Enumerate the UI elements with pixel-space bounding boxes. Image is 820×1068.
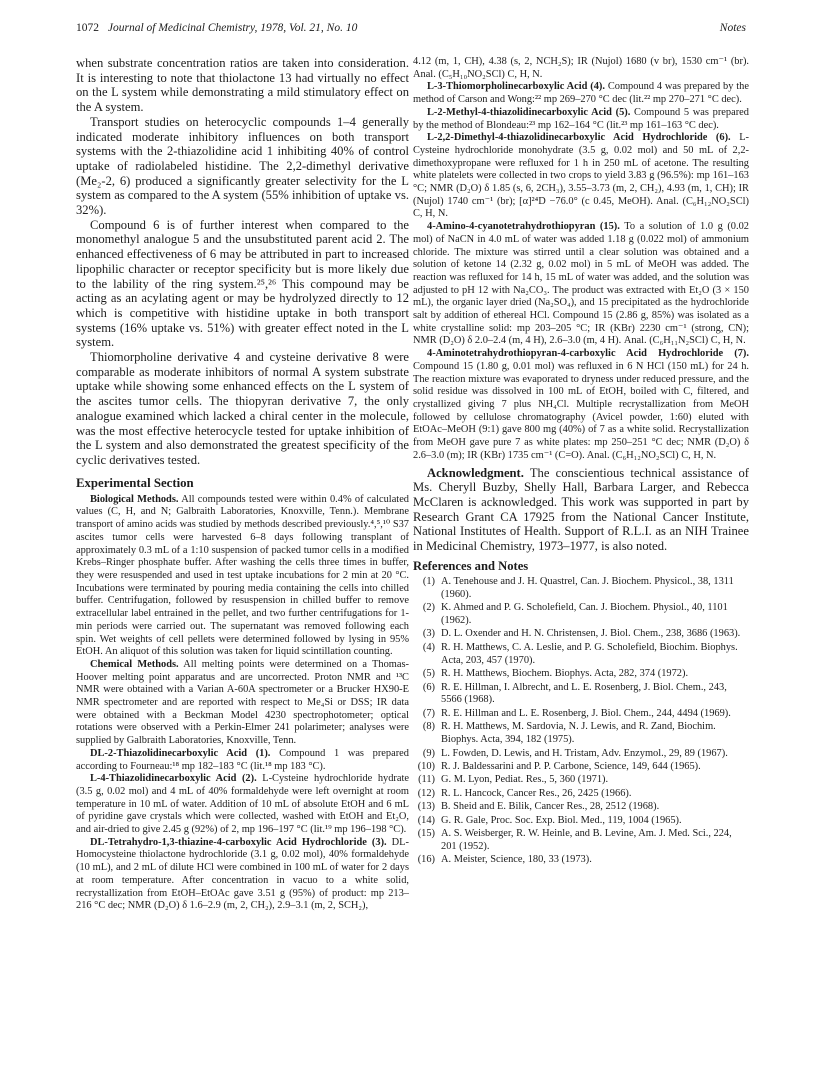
reference-number: (14) (417, 814, 435, 826)
header-left (76, 22, 357, 34)
reference-number: (6) (422, 681, 435, 693)
experimental-heading: Experimental Section (76, 475, 194, 490)
reference-list (413, 576, 749, 867)
run-in-heading: L-2,2-Dimethyl-4-thiazolidinecarboxylic Acid Hydrochloride (6). (427, 132, 731, 144)
paragraph-text: All compounds tested were within 0.4% of calculated values (C, H, and N; Galbraith Laboratories, Knoxville, Tenn.). Membrane transport of amino acids was studied by methods described previously.⁴,⁵,¹⁰ S37 ascites tumor cells were harvested 6–8 days following transplant of approximately 0.3 mL of a 1:10 suspension of packed tumor cells in a modified Krebs–Ringer phosphate buffer. After washing the cells three times in buffer, they were resuspended and used in test uptake incubations for 2 min at 20 °C. Incubations were terminated by pouring media containing the cells into chilled buffer. Centrifugation, followed by resuspension in chilled buffer to remove extracellular label entrained in the pellet, and two further centrifugations for 1-min periods were carried out. The supernatant was removed following each spin. Wet weights of cell pellets were determined followed by lysing in 95% EtOH. An aliquot of this solution was taken for liquid scintillation counting. (76, 493, 409, 658)
reference-text: G. R. Gale, Proc. Soc. Exp. Biol. Med., 119, 1004 (1965). (441, 814, 682, 826)
reference-item (413, 801, 749, 814)
reference-text: A. S. Weisberger, R. W. Heinle, and B. Levine, Am. J. Med. Sci., 224, 201 (1952). (441, 828, 732, 852)
paragraph-text: Compound 4 was prepared by the method of Carson and Wong:²² mp 269–270 °C dec (lit.²² mp 270–271 °C dec). (413, 81, 749, 106)
reference-item (413, 828, 749, 854)
paragraph-text: The conscientious technical assistance of Ms. Cheryll Buzby, Shelly Hall, Barbara Larger, and Rebecca McClaren is acknowledged. This work was supported in part by Research Grant CA 17925 from the National Cancer Institute, National Institutes of Health. Support of R.L.I. as an NIH Trainee in Medicinal Chemistry, 1973–1977, is also noted. (413, 465, 749, 554)
running-header (76, 22, 746, 38)
run-in-heading: 4-Amino-4-cyanotetrahydrothiopyran (15). (427, 221, 620, 233)
compound-3-continued: 4.12 (m, 1, CH), 4.38 (s, 2, NCH₂S); IR (Nujol) 1680 (v br), 1530 cm⁻¹ (br). Anal. (C₅H₁₀NO₂SCl) C, H, N. (413, 56, 749, 80)
reference-text: R. E. Hillman, I. Albrecht, and L. E. Rosenberg, J. Biol. Chem., 243, 5566 (1968). (441, 681, 727, 706)
reference-number: (9) (422, 747, 435, 759)
reference-item (413, 774, 749, 787)
reference-text: R. J. Baldessarini and P. P. Carbone, Science, 149, 644 (1965). (441, 761, 701, 772)
reference-item (413, 815, 749, 828)
compound-6-prep (413, 132, 749, 221)
compound-1-prep (76, 748, 409, 773)
reference-item (413, 628, 749, 641)
reference-item (413, 761, 749, 774)
reference-item (413, 748, 749, 761)
paragraph-text: Compound 1 was prepared according to Fourneau:¹⁸ mp 182–183 °C (lit.¹⁸ mp 183 °C). (76, 747, 409, 772)
body-paragraph: Transport studies on heterocyclic compounds 1–4 generally indicated moderate inhibitory influences on both transport systems with the 2-thiazolidine acid 1 inhibiting 40% of control uptake of radiolabeled histidine. The 2,2-dimethyl derivative (Me₂-2, 6) produced a significantly greater selectivity for the L system as compared to the A system (55% inhibition of uptake vs. 32%). (76, 114, 409, 218)
run-in-heading: Acknowledgment. (427, 465, 524, 480)
compound-5-prep (413, 107, 749, 132)
paragraph-text: DL-Homocysteine thiolactone hydrochloride (3.1 g, 0.02 mol), 40% formaldehyde (10 mL), and 2 mL of dilute HCl were combined in 100 mL of water for 2 days at room temperature. After concentration in vacuo to a white solid, recrystallization from EtOH–EtOAc gave 3.51 g (95%) of product: mp 213–216 °C dec; NMR (D₂O) δ 1.6–2.9 (m, 2, CH₂), 2.9–3.1 (m, 2, SCH₂), (76, 836, 409, 912)
page-number: 1072 (76, 22, 99, 34)
reference-text: R. H. Matthews, Biochem. Biophys. Acta, 282, 374 (1972). (441, 668, 689, 680)
run-in-heading: L-4-Thiazolidinecarboxylic Acid (2). (90, 773, 257, 785)
reference-number: (5) (422, 668, 435, 680)
run-in-heading: 4-Aminotetrahydrothiopyran-4-carboxylic Acid Hydrochloride (7). (427, 348, 749, 360)
body-paragraph: Compound 6 is of further interest when compared to the monomethyl analogue 5 and the unsubstituted parent acid 2. The enhanced effectiveness of 6 may be attributed in part to increased lipophilic character or receptor specificity but is more likely due to the lability of the ring system.²⁵,²⁶ This compound may be acting as an acylating agent or may be hydrolyzed directly to 12 which is competitive with histidine uptake in both transport systems (16% uptake vs. 51%) with greater effect noted in the L system. (76, 217, 409, 350)
reference-number: (13) (417, 801, 435, 813)
reference-item (413, 642, 749, 668)
reference-item (413, 682, 749, 708)
reference-number: (3) (422, 628, 435, 640)
reference-text: D. L. Oxender and H. N. Christensen, J. Biol. Chem., 238, 3686 (1963). (441, 628, 741, 640)
run-in-heading: L-2-Methyl-4-thiazolidinecarboxylic Acid (5). (427, 106, 631, 118)
acknowledgment (413, 466, 749, 554)
reference-number: (8) (422, 721, 435, 733)
right-column (413, 56, 749, 868)
paragraph-text: L-Cysteine hydrochloride monohydrate (3.5 g, 0.02 mol) and 50 mL of 2,2-dimethoxypropane were refluxed for 1 h in 250 mL of acetone. The resulting white platelets were collected in two crops to yield 3.83 g (96.5%): mp 161–163 °C; NMR (D₂O) δ 1.85 (s, 6, 2CH₃), 3.55–3.73 (m, 2, CH₂), 4.93 (m, 1, CH); IR (Nujol) 1740 cm⁻¹ (br); [α]²⁴D −76.0° (c 0.45, MeOH). Anal. (C₆H₁₂NO₂SCl) C, H, N. (413, 132, 749, 220)
paragraph-text: Compound 15 (1.80 g, 0.01 mol) was refluxed in 6 N HCl (150 mL) for 24 h. The reaction mixture was evaporated to dryness under reduced pressure, and the solid residue was dissolved in 100 mL of EtOH, boiled with C, filtered, and crystallized giving 7 plus NH₄Cl. Multiple recrystallization from MeOH followed by cellulose chromatography (Avicel powder, 1:60) eluted with EtOAc–MeOH (9:1) gave 800 mg (40%) of 7 as a white solid. Recrystallization from MeOH gave pure 7 as white plates: mp 250–251 °C dec; NMR (D₂O) δ 2.6–3.0 (m); IR (KBr) 1735 cm⁻¹ (C=O). Anal. (C₆H₁₂NO₂SCl) C, H, N. (413, 360, 749, 461)
reference-item (413, 708, 749, 721)
left-column (76, 56, 409, 913)
paragraph-text: Compound 5 was prepared by the method of Blondeau:²³ mp 162–164 °C (lit.²³ mp 161–163 °C dec). (413, 106, 749, 131)
chemical-methods (76, 659, 409, 748)
biological-methods (76, 494, 409, 659)
reference-number: (1) (422, 575, 435, 587)
reference-text: L. Fowden, D. Lewis, and H. Tristam, Adv. Enzymol., 29, 89 (1967). (441, 747, 728, 759)
reference-number: (4) (422, 641, 435, 653)
references-heading: References and Notes (413, 558, 529, 573)
reference-text: R. L. Hancock, Cancer Res., 26, 2425 (1966). (441, 787, 632, 799)
reference-number: (7) (422, 707, 435, 719)
run-in-heading: DL-2-Thiazolidinecarboxylic Acid (1). (90, 747, 271, 759)
reference-number: (12) (417, 787, 435, 799)
run-in-heading: Biological Methods. (90, 493, 179, 505)
run-in-heading: Chemical Methods. (90, 658, 179, 670)
reference-number: (15) (417, 828, 435, 840)
journal-citation: Journal of Medicinal Chemistry, 1978, Vol. 21, No. 10 (107, 22, 358, 34)
body-paragraph: when substrate concentration ratios are taken into consideration. It is interesting to note that thiolactone 13 had virtually no effect on the L system while demonstrating a mild stimulatory effect on the A system. (76, 56, 409, 115)
compound-3-prep (76, 837, 409, 913)
reference-item (413, 602, 749, 628)
reference-text: A. Tenehouse and J. H. Quastrel, Can. J. Biochem. Physicol., 38, 1311 (1960). (441, 575, 734, 600)
reference-text: B. Sheid and E. Bilik, Cancer Res., 28, 2512 (1968). (441, 801, 660, 813)
reference-number: (2) (422, 602, 435, 614)
reference-text: A. Meister, Science, 180, 33 (1973). (441, 854, 592, 866)
compound-4-prep (413, 81, 749, 106)
compound-7-prep (413, 348, 749, 462)
body-paragraph: Thiomorpholine derivative 4 and cysteine derivative 8 were comparable as moderate inhibitors of normal A system substrate uptake while showing some enhanced effects on the L system of the ascites tumor cells. The thiopyran derivative 7, the only analogue examined which lacked a chiral center in the molecule, was the most effective heterocycle tested for uptake inhibition of the L system and also demonstrated the greatest specificity of the cyclic derivatives tested. (76, 350, 409, 467)
reference-text: K. Ahmed and P. G. Scholefield, Can. J. Biochem. Physiol., 40, 1101 (1962). (441, 602, 728, 627)
reference-item (413, 721, 749, 747)
reference-text: G. M. Lyon, Pediat. Res., 5, 360 (1971). (441, 774, 609, 786)
run-in-heading: L-3-Thiomorpholinecarboxylic Acid (4). (427, 81, 605, 93)
reference-number: (16) (417, 854, 435, 866)
paragraph-text: L-Cysteine hydrochloride hydrate (3.5 g, 0.02 mol) and 4 mL of 40% formaldehyde were left overnight at room temperature in 10 mL of water. Addition of 10 mL of absolute EtOH and 6 mL of pyridine gave crystals which were collected, washed with EtOH and Et₂O, and air-dried to give 2.45 g (92%) of 2, mp 196–197 °C (lit.¹⁹ mp 196–198 °C). (76, 773, 409, 836)
reference-item (413, 788, 749, 801)
reference-item (413, 576, 749, 602)
reference-number: (10) (417, 761, 435, 772)
reference-item (413, 668, 749, 681)
compound-2-prep (76, 773, 409, 837)
reference-text: R. H. Matthews, C. A. Leslie, and P. G. Scholefield, Biochim. Biophys. Acta, 203, 457 (1970). (441, 641, 738, 666)
paragraph-text: To a solution of 1.0 g (0.02 mol) of NaCN in 4.0 mL of water was added 1.18 g (0.022 mol) of ammonium chloride. The mixture was stirred until a clear solution was obtained and a solution of ketone 14 (2.32 g, 0.02 mol) in 5 mL of MeOH was added. The reaction was refluxed for 14 h, 15 mL of water was added, and the solution was adjusted to pH 12 with Na₂CO₃. The product was extracted with Et₂O (3 × 150 mL), the organic layer dried (Na₂SO₄), and 15 precipitated as the hydrochloride salt by addition of ethereal HCl. Compound 15 (2.86 g, 85%) was isolated as a white crystalline solid: mp 203–205 °C; IR (KBr) 2230 cm⁻¹ (strong, CN); NMR (D₂O) δ 2.0–2.4 (m, 4 H), 2.6–3.0 (m, 4 H). Anal. (C₆H₁₁N₂SCl) C, H, N. (413, 221, 749, 347)
reference-number: (11) (418, 774, 435, 786)
section-label: Notes (719, 22, 746, 34)
paragraph-text: All melting points were determined on a Thomas-Hoover melting point apparatus and are uncorrected. Proton NMR and ¹³C NMR were obtained with a Varian A-60A spectrometer or a Brucker HX90-E NMR spectrometer and are reported with respect to Me₄Si or DSS; IR data were obtained with a Beckman Model 4230 spectrophotometer; optical rotations were observed with a Perkin-Elmer 241 polarimeter; analyses were supplied by Galbraith Laboratories, Knoxville, Tenn. (76, 658, 409, 747)
run-in-heading: DL-Tetrahydro-1,3-thiazine-4-carboxylic Acid Hydrochloride (3). (90, 836, 387, 848)
reference-text: R. E. Hillman and L. E. Rosenberg, J. Biol. Chem., 244, 4494 (1969). (441, 707, 731, 719)
reference-text: R. H. Matthews, M. Sardovia, N. J. Lewis, and R. Zand, Biochim. Biophys. Acta, 394, 182 (1975). (441, 721, 716, 746)
compound-15-prep (413, 221, 749, 348)
reference-item (413, 854, 749, 867)
